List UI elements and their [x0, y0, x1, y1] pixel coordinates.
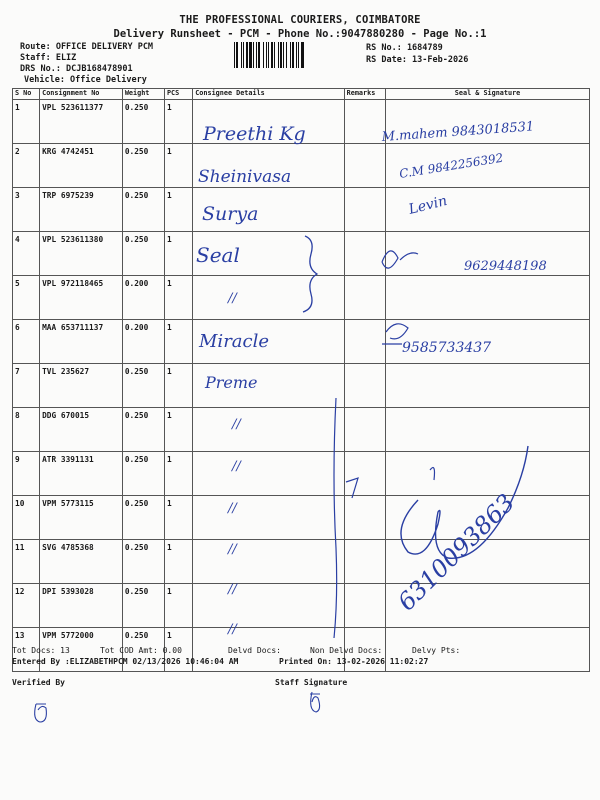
route: Route: OFFICE DELIVERY PCM [20, 42, 154, 52]
table-row [13, 584, 590, 628]
ditto-mark: // [228, 582, 237, 597]
table-header-row [13, 89, 590, 100]
row-weight: 0.200 [122, 320, 164, 364]
col-remarks: Remarks [344, 89, 385, 100]
row-remarks [344, 276, 385, 320]
row-weight: 0.250 [122, 540, 164, 584]
row-weight: 0.250 [122, 452, 164, 496]
tot-cod-amt: Tot COD Amt: 0.00 [100, 646, 182, 655]
row-consignee-details [193, 232, 344, 276]
row-consignee-details [193, 320, 344, 364]
col-consignment: Consignment No [40, 89, 123, 100]
row-pcs: 1 [164, 232, 192, 276]
row-sno: 1 [13, 100, 40, 144]
ditto-mark: // [232, 459, 241, 474]
vehicle: Vehicle: Office Delivery [24, 75, 147, 85]
row-sno: 2 [13, 144, 40, 188]
row-consignment-no: KRG 4742451 [40, 144, 123, 188]
row-weight: 0.250 [122, 232, 164, 276]
table-row [13, 188, 590, 232]
row-pcs: 1 [164, 628, 192, 672]
table-row [13, 276, 590, 320]
row-sno: 8 [13, 408, 40, 452]
row-consignee-details [193, 452, 344, 496]
handwritten-signature: 9585733437 [402, 340, 492, 356]
row-weight: 0.250 [122, 496, 164, 540]
table-row [13, 364, 590, 408]
row-seal-signature [386, 584, 590, 628]
row-seal-signature [386, 320, 590, 364]
row-sno: 6 [13, 320, 40, 364]
row-weight: 0.250 [122, 364, 164, 408]
row-weight: 0.200 [122, 276, 164, 320]
row-pcs: 1 [164, 452, 192, 496]
row-weight: 0.250 [122, 100, 164, 144]
barcode-bar [301, 42, 304, 68]
col-pcs: PCS [164, 89, 192, 100]
row-seal-signature [386, 276, 590, 320]
row-consignment-no: DDG 670015 [40, 408, 123, 452]
table-row [13, 408, 590, 452]
row-weight: 0.250 [122, 144, 164, 188]
row-consignee-details [193, 276, 344, 320]
rs-date: RS Date: 13-Feb-2026 [366, 55, 469, 65]
handwritten-signature: M.mahem 9843018531 [381, 119, 535, 145]
entered-by: Entered By :ELIZABETHPCM 02/13/2026 10:46:04 AM [12, 657, 239, 666]
handwritten-signature: C.M 9842256392 [398, 150, 505, 181]
col-weight: Weight [122, 89, 164, 100]
staff-signature-label: Staff Signature [275, 678, 348, 687]
row-consignee-details [193, 364, 344, 408]
row-pcs: 1 [164, 364, 192, 408]
table-row [13, 320, 590, 364]
row-remarks [344, 188, 385, 232]
row-consignment-no: TRP 6975239 [40, 188, 123, 232]
row-pcs: 1 [164, 320, 192, 364]
row-seal-signature [386, 364, 590, 408]
row-consignee-details [193, 540, 344, 584]
row-seal-signature [386, 188, 590, 232]
row-sno: 11 [13, 540, 40, 584]
row-pcs: 1 [164, 144, 192, 188]
row-pcs: 1 [164, 496, 192, 540]
row-consignee-details [193, 584, 344, 628]
row-consignment-no: SVG 4785368 [40, 540, 123, 584]
row-remarks [344, 144, 385, 188]
handwritten-consignee: Miracle [199, 331, 270, 352]
row-weight: 0.250 [122, 628, 164, 672]
table-row [13, 540, 590, 584]
handwritten-consignee: Seal [196, 243, 240, 267]
handwritten-consignee: Preme [205, 373, 258, 392]
tot-docs: Tot Docs: 13 [12, 646, 70, 655]
row-seal-signature [386, 452, 590, 496]
row-consignee-details [193, 144, 344, 188]
table-row [13, 452, 590, 496]
row-pcs: 1 [164, 584, 192, 628]
row-weight: 0.250 [122, 584, 164, 628]
row-sno: 4 [13, 232, 40, 276]
col-seal-signature: Seal & Signature [386, 89, 590, 100]
row-remarks [344, 364, 385, 408]
row-consignment-no: VPL 523611377 [40, 100, 123, 144]
staff: Staff: ELIZ [20, 53, 77, 63]
non-delvd-docs: Non Delvd Docs: [310, 646, 383, 655]
row-consignment-no: VPL 972118465 [40, 276, 123, 320]
row-sno: 7 [13, 364, 40, 408]
rs-number: RS No.: 1684789 [366, 43, 443, 53]
row-remarks [344, 496, 385, 540]
row-pcs: 1 [164, 276, 192, 320]
row-consignee-details [193, 496, 344, 540]
row-remarks [344, 584, 385, 628]
row-sno: 9 [13, 452, 40, 496]
row-seal-signature [386, 232, 590, 276]
row-seal-signature [386, 408, 590, 452]
handwritten-signature: Levin [407, 192, 449, 218]
handwritten-consignee: Surya [202, 203, 259, 225]
verified-by-label: Verified By [12, 678, 65, 687]
row-consignment-no: DPI 5393028 [40, 584, 123, 628]
row-remarks [344, 232, 385, 276]
row-seal-signature [386, 496, 590, 540]
row-consignment-no: VPM 5773115 [40, 496, 123, 540]
col-sno: S No [13, 89, 40, 100]
row-consignee-details [193, 100, 344, 144]
ditto-mark: // [228, 622, 237, 637]
drs-number: DRS No.: DCJB168478901 [20, 64, 133, 74]
row-remarks [344, 540, 385, 584]
row-pcs: 1 [164, 188, 192, 232]
verified-signature [35, 704, 47, 722]
row-remarks [344, 320, 385, 364]
row-sno: 5 [13, 276, 40, 320]
consignment-table [12, 88, 590, 672]
handwritten-signature: 6310093863 [392, 488, 521, 617]
row-sno: 3 [13, 188, 40, 232]
company-title: THE PROFESSIONAL COURIERS, COIMBATORE [179, 14, 421, 26]
row-weight: 0.250 [122, 408, 164, 452]
col-consignee-details: Consignee Details [193, 89, 344, 100]
row-consignee-details [193, 188, 344, 232]
table-row [13, 100, 590, 144]
row-remarks [344, 408, 385, 452]
staff-signature-mark [310, 692, 320, 712]
row-seal-signature [386, 100, 590, 144]
ditto-mark: // [232, 417, 241, 432]
ditto-mark: // [228, 291, 237, 306]
delvd-docs: Delvd Docs: [228, 646, 281, 655]
row-pcs: 1 [164, 100, 192, 144]
rs-barcode [232, 42, 360, 68]
ditto-mark: // [228, 501, 237, 516]
row-seal-signature [386, 144, 590, 188]
handwritten-consignee: Preethi Kg [203, 123, 306, 145]
row-remarks [344, 100, 385, 144]
row-consignment-no: ATR 3391131 [40, 452, 123, 496]
handwritten-consignee: Sheinivasa [198, 167, 292, 187]
row-consignment-no: TVL 235627 [40, 364, 123, 408]
row-pcs: 1 [164, 408, 192, 452]
table-row [13, 496, 590, 540]
row-consignee-details [193, 408, 344, 452]
row-consignment-no: MAA 653711137 [40, 320, 123, 364]
row-sno: 10 [13, 496, 40, 540]
delvy-pts: Delvy Pts: [412, 646, 461, 655]
row-seal-signature [386, 540, 590, 584]
handwritten-signature: 9629448198 [464, 259, 547, 274]
runsheet-subtitle: Delivery Runsheet - PCM - Phone No.:9047880280 - Page No.:1 [113, 28, 487, 40]
row-sno: 12 [13, 584, 40, 628]
ditto-mark: // [228, 542, 237, 557]
table-row [13, 144, 590, 188]
table-row [13, 232, 590, 276]
row-weight: 0.250 [122, 188, 164, 232]
row-consignment-no: VPL 523611380 [40, 232, 123, 276]
row-consignment-no: VPM 5772000 [40, 628, 123, 672]
printed-on: Printed On: 13-02-2026 11:02:27 [279, 657, 429, 666]
row-pcs: 1 [164, 540, 192, 584]
row-remarks [344, 452, 385, 496]
row-sno: 13 [13, 628, 40, 672]
